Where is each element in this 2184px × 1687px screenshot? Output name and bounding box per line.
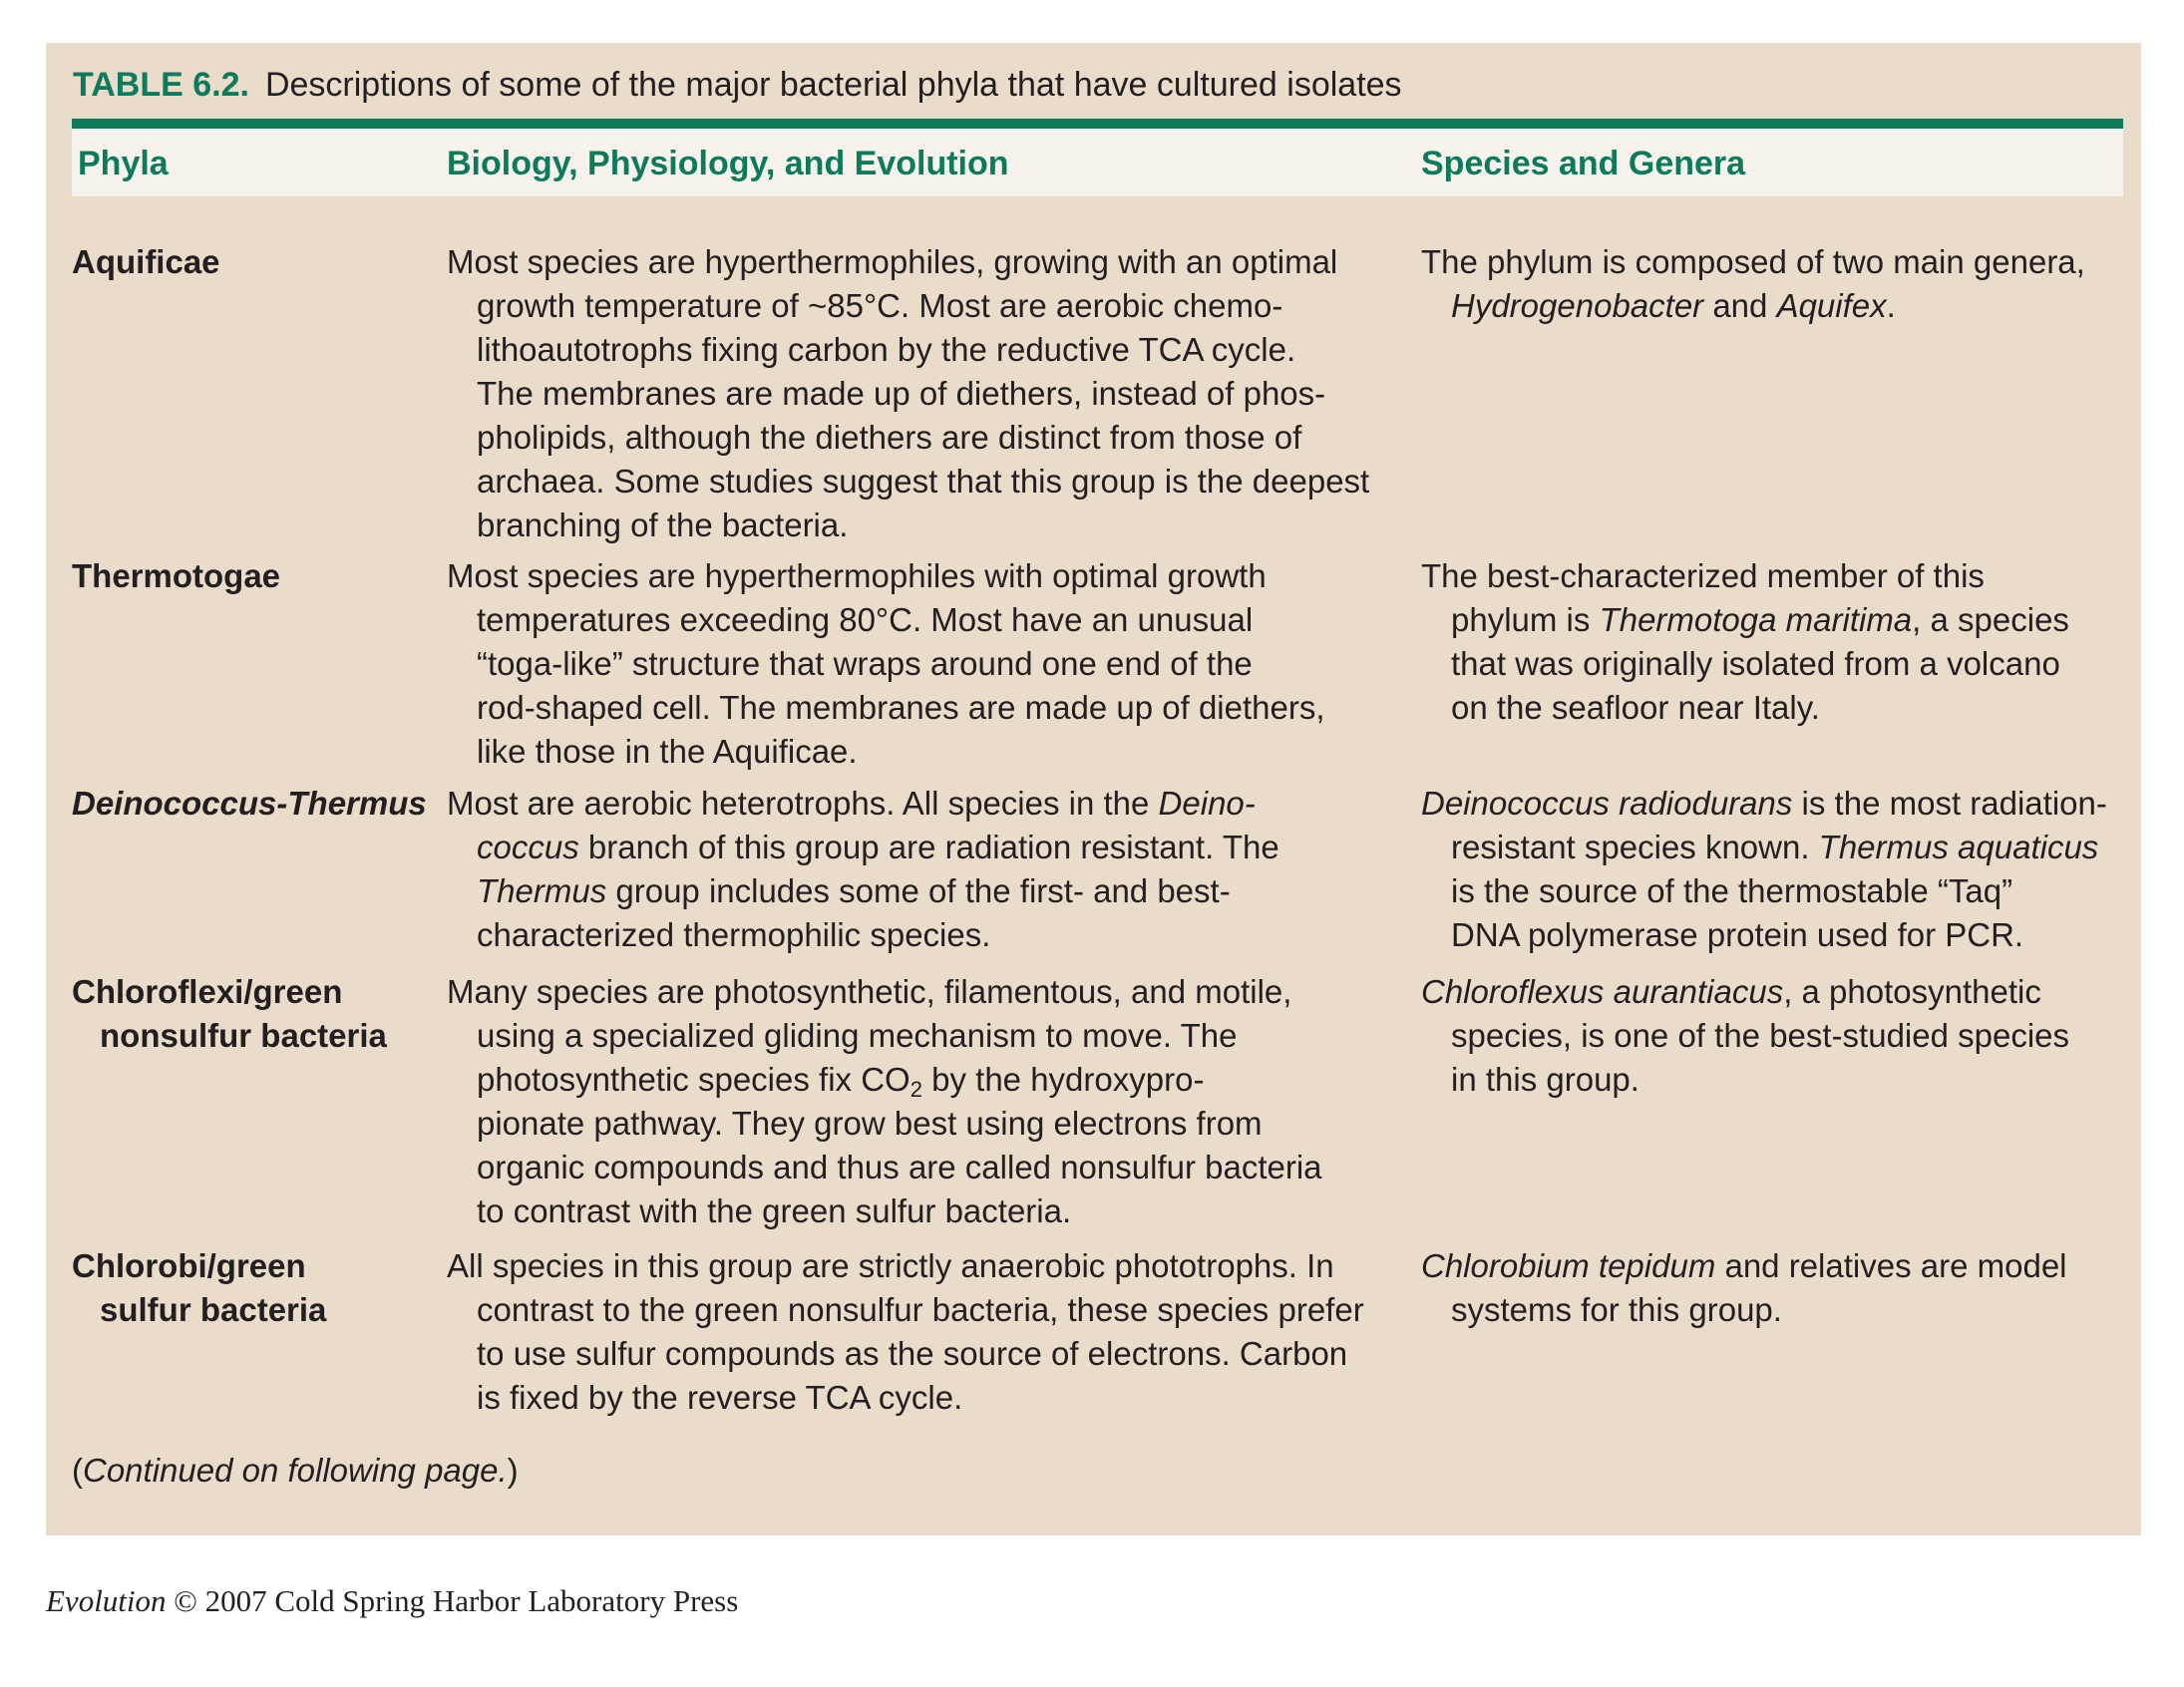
species-line: The phylum is composed of two main genera,	[1421, 243, 2085, 280]
description-line: to contrast with the green sulfur bacteria.	[477, 1192, 1072, 1229]
description-line: temperatures exceeding 80°C. Most have an unusual	[477, 601, 1254, 638]
genus-name: Deino-	[1158, 785, 1256, 822]
description-line: is fixed by the reverse TCA cycle.	[477, 1379, 963, 1416]
biology-description	[447, 782, 1404, 957]
species-name: Deinococcus radiodurans	[1421, 785, 1793, 822]
species-line: in this group.	[1451, 1061, 1639, 1098]
description-line: characterized thermophilic species.	[477, 916, 991, 953]
species-text: is the most radiation-	[1792, 785, 2107, 822]
column-header-phyla: Phyla	[78, 145, 169, 182]
biology-description	[447, 1244, 1404, 1420]
species-name: Thermotoga maritima	[1599, 601, 1913, 638]
description-line: pholipids, although the diethers are distinct from those of	[477, 419, 1302, 456]
continued-text: Continued on following page.	[83, 1452, 508, 1489]
species-line	[1421, 826, 2129, 869]
description-line: rod-shaped cell. The membranes are made up of diethers,	[477, 689, 1325, 726]
book-title: Evolution	[46, 1583, 167, 1618]
description-line: branching of the bacteria.	[477, 506, 849, 543]
description-text: branch of this group are radiation resistant. The	[578, 829, 1279, 865]
phylum-line: Thermotogae	[72, 557, 281, 594]
description-line: organic compounds and thus are called nonsulfur bacteria	[477, 1149, 1322, 1185]
description-text: Most are aerobic heterotrophs. All species in the	[447, 785, 1159, 822]
species-text: , a photosynthetic	[1783, 973, 2041, 1010]
phylum-line: sulfur bacteria	[100, 1291, 327, 1328]
species-text: and	[1703, 287, 1777, 324]
phylum-name	[72, 554, 441, 598]
phylum-name	[72, 782, 441, 826]
description-line: pionate pathway. They grow best using electrons from	[477, 1105, 1263, 1142]
continued-note	[72, 1449, 519, 1493]
biology-description	[447, 554, 1404, 774]
phylum-line: Deinococcus-Thermus	[72, 785, 427, 822]
phylum-line: Chlorobi/green	[72, 1247, 306, 1284]
continued-paren-open: (	[72, 1452, 83, 1489]
column-header-biology: Biology, Physiology, and Evolution	[447, 145, 1009, 182]
species-genera	[1421, 240, 2129, 328]
species-text: .	[1886, 287, 1896, 324]
species-genera	[1421, 970, 2129, 1102]
species-line: is the source of the thermostable “Taq”	[1451, 872, 2013, 909]
description-line: “toga-like” structure that wraps around one end of the	[477, 645, 1253, 682]
header-band	[72, 129, 2123, 196]
species-line	[1421, 970, 2129, 1014]
species-text: phylum is	[1451, 601, 1600, 638]
description-line: growth temperature of ~85°C. Most are aerobic chemo-	[477, 287, 1283, 324]
biology-description	[447, 970, 1404, 1233]
phylum-line: Aquificae	[72, 243, 220, 280]
column-header-species: Species and Genera	[1421, 145, 1746, 182]
genus-name: Aquifex	[1776, 287, 1887, 324]
description-line: Most species are hyperthermophiles with optimal growth	[447, 557, 1267, 594]
phylum-name	[72, 1244, 441, 1332]
species-line	[1421, 782, 2129, 826]
description-line	[447, 1058, 1404, 1102]
table-number: TABLE 6.2.	[73, 66, 249, 104]
species-line: DNA polymerase protein used for PCR.	[1451, 916, 2024, 953]
species-line: species, is one of the best-studied species	[1451, 1017, 2070, 1054]
species-name: Chlorobium tepidum	[1421, 1247, 1716, 1284]
copyright-footer	[46, 1581, 738, 1621]
description-text: photosynthetic species fix CO	[477, 1061, 910, 1098]
description-line	[447, 826, 1404, 869]
description-text: group includes some of the first- and best-	[606, 872, 1231, 909]
species-name: Thermus aquaticus	[1818, 829, 2099, 865]
biology-description	[447, 240, 1404, 547]
species-text: and relatives are model	[1715, 1247, 2067, 1284]
table-caption	[73, 63, 1402, 107]
description-line: like those in the Aquificae.	[477, 733, 858, 770]
description-line: using a specialized gliding mechanism to move. The	[477, 1017, 1238, 1054]
species-genera	[1421, 782, 2129, 957]
species-line	[1421, 598, 2129, 642]
description-line	[447, 869, 1404, 913]
species-genera	[1421, 554, 2129, 730]
genus-name: coccus	[477, 829, 579, 865]
description-line: Most species are hyperthermophiles, growing with an optimal	[447, 243, 1338, 280]
table-panel	[46, 43, 2141, 1535]
description-text: by the hydroxypro-	[921, 1061, 1205, 1098]
species-genera	[1421, 1244, 2129, 1332]
description-line: archaea. Some studies suggest that this group is the deepest	[477, 463, 1370, 500]
genus-name: Hydrogenobacter	[1451, 287, 1704, 324]
species-line	[1421, 284, 2129, 328]
species-line: that was originally isolated from a volcano	[1451, 645, 2060, 682]
description-line: The membranes are made up of diethers, instead of phos-	[477, 375, 1326, 412]
phylum-line: nonsulfur bacteria	[100, 1017, 387, 1054]
copyright-text: © 2007 Cold Spring Harbor Laboratory Press	[166, 1583, 739, 1618]
description-line: Many species are photosynthetic, filamentous, and motile,	[447, 973, 1292, 1010]
phylum-line: Chloroflexi/green	[72, 973, 343, 1010]
species-line: on the seafloor near Italy.	[1451, 689, 1820, 726]
description-line: All species in this group are strictly anaerobic phototrophs. In	[447, 1247, 1334, 1284]
phylum-name	[72, 240, 441, 284]
genus-name: Thermus	[477, 872, 607, 909]
species-text: , a species	[1912, 601, 2069, 638]
description-line: contrast to the green nonsulfur bacteria, these species prefer	[477, 1291, 1364, 1328]
continued-paren-close: )	[507, 1452, 519, 1489]
description-line: to use sulfur compounds as the source of electrons. Carbon	[477, 1335, 1348, 1372]
species-line: systems for this group.	[1451, 1291, 1782, 1328]
subscript: 2	[910, 1077, 922, 1102]
species-line: The best-characterized member of this	[1421, 557, 1985, 594]
phylum-name	[72, 970, 441, 1058]
header-rule	[72, 119, 2123, 129]
description-line: lithoautotrophs fixing carbon by the reductive TCA cycle.	[477, 331, 1296, 368]
species-text: resistant species known.	[1451, 829, 1819, 865]
species-name: Chloroflexus aurantiacus	[1421, 973, 1784, 1010]
description-line	[447, 782, 1404, 826]
table-title: Descriptions of some of the major bacterial phyla that have cultured isolates	[264, 66, 1402, 104]
species-line	[1421, 1244, 2129, 1288]
